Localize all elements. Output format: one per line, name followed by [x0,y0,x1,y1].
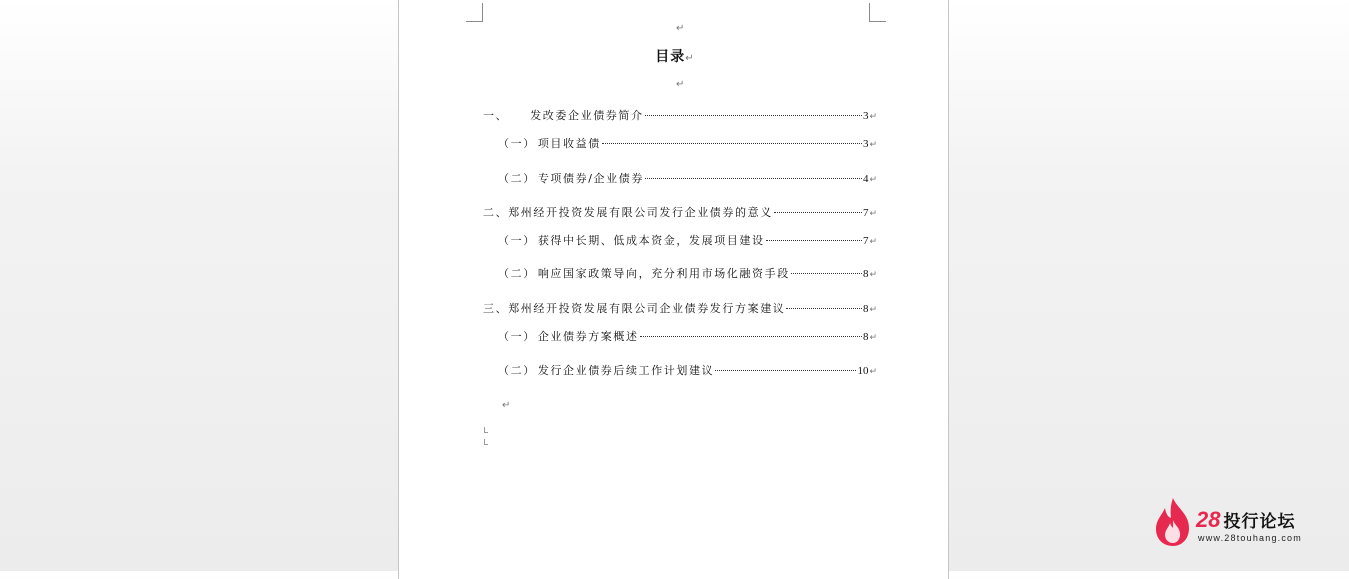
toc-entry-page: 8 [862,303,869,315]
toc-entry-page: 7 [862,207,869,219]
dot-leader [645,114,862,116]
toc-entry-page: 3 [862,138,869,150]
paragraph-mark: ↵ [869,175,877,185]
brand-text: 投行论坛 [1223,512,1296,532]
toc-entry-3[interactable] [483,301,877,317]
toc-entry-text: 项目收益债 [537,137,601,150]
toc-entry-page: 7 [862,235,869,247]
brand-number: 28 [1196,507,1221,532]
toc-entry-3-2[interactable] [498,363,877,379]
dot-leader [640,335,862,337]
toc-entry-2[interactable] [483,205,877,221]
paragraph-mark: ↵ [869,305,877,315]
toc-entry-text: 发行企业债券后续工作计划建议 [537,364,715,377]
toc-entry-1-1[interactable] [498,136,877,152]
paragraph-mark: ↵ [869,209,877,219]
toc-entry-page: 4 [862,173,869,185]
dot-leader [786,307,862,309]
cell-end-mark [484,427,488,433]
crop-mark-top-left [466,3,483,22]
toc-entry-number: 二、 [483,206,509,219]
brand-url: www.28touhang.com [1198,533,1302,543]
paragraph-mark: ↵ [869,237,877,247]
paragraph-mark: ↵ [685,53,694,64]
dot-leader [602,142,862,144]
toc-entry-text: 响应国家政策导向，充分利用市场化融资手段 [537,267,790,280]
toc-entry-text: 郑州经开投资发展有限公司发行企业债券的意义 [508,206,773,219]
toc-entry-number: （二） [498,267,536,280]
toc-entry-page: 10 [857,365,869,377]
toc-entry-text: 郑州经开投资发展有限公司企业债券发行方案建议 [508,302,786,315]
dot-leader [791,272,862,274]
toc-entry-number: （一） [498,137,536,150]
toc-entry-number: 一、 [483,109,509,122]
toc-entry-text: 企业债券方案概述 [537,330,639,343]
toc-entry-text: 获得中长期、低成本资金，发展项目建设 [537,234,765,247]
dot-leader [715,369,856,371]
toc-entry-page: 8 [862,268,869,280]
toc-entry-number: 三、 [483,302,509,315]
toc-entry-1[interactable] [483,108,877,124]
toc-title[interactable] [399,46,950,66]
paragraph-mark: ↵ [676,79,685,90]
brand-name [1196,507,1295,533]
toc-entry-number: （一） [498,330,536,343]
paragraph-mark: ↵ [869,140,877,150]
toc-title-text: 目录 [655,49,686,65]
dot-leader [774,211,862,213]
toc-entry-1-2[interactable] [498,171,877,187]
paragraph-mark: ↵ [869,333,877,343]
toc-entry-2-1[interactable] [498,233,877,249]
paragraph-mark: ↵ [869,270,877,280]
paragraph-mark: ↵ [869,367,877,377]
toc-entry-page: 8 [862,331,869,343]
watermark-logo [1153,496,1333,550]
toc-entry-page: 3 [862,110,869,122]
toc-entry-text: 专项债券/企业债券 [537,172,644,185]
toc-entry-number: （二） [498,172,536,185]
dot-leader [645,177,862,179]
dot-leader [766,239,862,241]
flame-icon [1153,496,1193,548]
document-page[interactable] [398,0,949,579]
cell-end-mark [484,439,488,445]
toc-entry-2-2[interactable] [498,266,877,282]
paragraph-mark: ↵ [502,400,511,411]
paragraph-mark: ↵ [869,112,877,122]
toc-entry-number: （一） [498,234,536,247]
toc-entry-text: 发改委企业债券简介 [530,109,644,122]
toc-entry-3-1[interactable] [498,329,877,345]
paragraph-mark: ↵ [676,23,685,34]
crop-mark-top-right [869,3,886,22]
toc-entry-number: （二） [498,364,536,377]
